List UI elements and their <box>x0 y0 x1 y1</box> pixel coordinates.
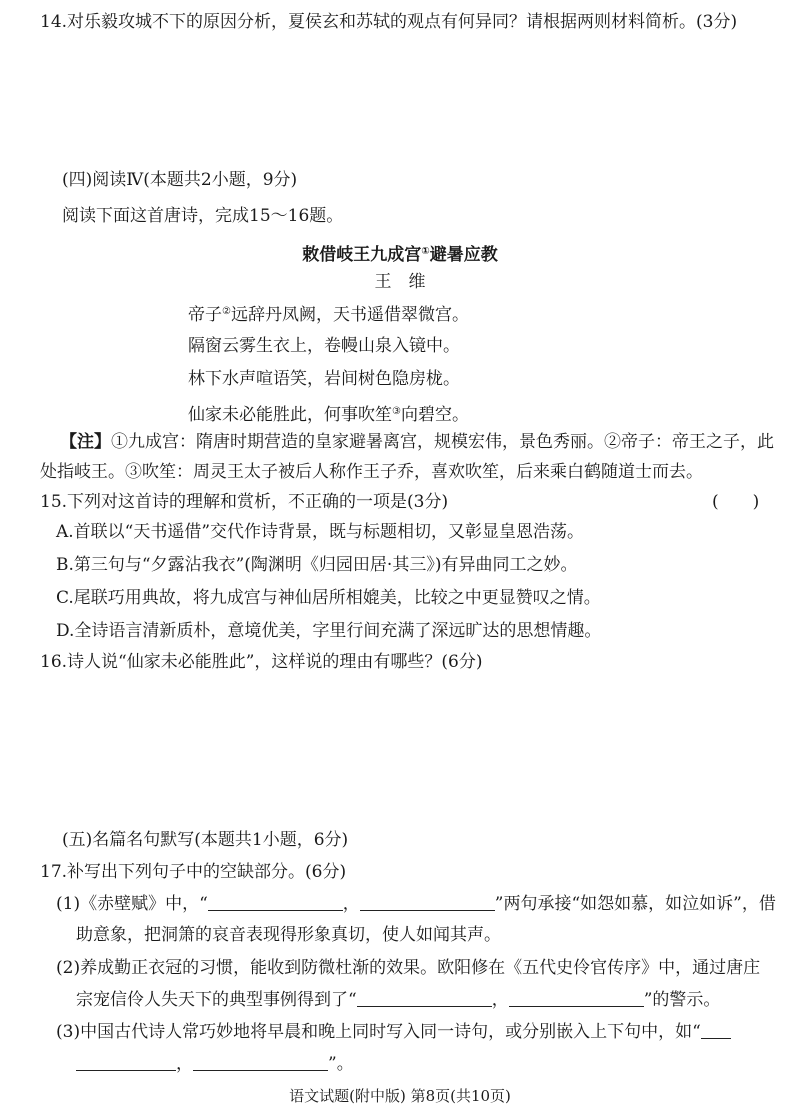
poem-note-cont: 处指岐王。③吹笙：周灵王太子被后人称作王子乔，喜欢吹笙，后来乘白鹤随道士而去。 <box>40 462 703 482</box>
poem-author: 王 维 <box>374 272 426 292</box>
poem-note: 【注】①九成宫：隋唐时期营造的皇家避暑离宫，规模宏伟，景色秀丽。②帝子：帝王之子，此 <box>60 432 774 452</box>
option-c: C.尾联巧用典故，将九成宫与神仙居所相媲美，比较之中更显赞叹之情。 <box>56 588 601 608</box>
q17-item-2: (2)养成勤正衣冠的习惯，能收到防微杜渐的效果。欧阳修在《五代史伶官传序》中，通过唐庄 <box>56 958 761 978</box>
option-b: B.第三句与“夕露沾我衣”(陶渊明《归园田居·其三》)有异曲同工之妙。 <box>56 555 578 575</box>
question-17-stem: 17.补写出下列句子中的空缺部分。(6分) <box>40 862 347 882</box>
poem-title: 敕借岐王九成宫①避暑应教 <box>302 245 498 265</box>
q17-item-3: (3)中国古代诗人常巧妙地将早晨和晚上同时写入同一诗句，或分别嵌入上下句中，如“ <box>56 1020 731 1044</box>
q17-item-1: (1)《赤壁赋》中，“ ， ”两句承接“如怨如慕，如泣如诉”，借 <box>56 894 776 914</box>
option-d: D.全诗语言清新质朴，意境优美，字里行间充满了深远旷达的思想情趣。 <box>56 621 602 641</box>
poem-line: 帝子②远辞丹凤阙，天书遥借翠微宫。 <box>188 305 469 325</box>
note-label: 【注】 <box>60 432 111 452</box>
answer-blank[interactable] <box>360 894 495 911</box>
section-4-instruction: 阅读下面这首唐诗，完成15～16题。 <box>62 206 344 226</box>
answer-blank[interactable] <box>208 894 343 911</box>
answer-blank[interactable] <box>76 1054 176 1071</box>
answer-blank[interactable] <box>193 1054 328 1071</box>
q17-item-1-cont: 助意象，把洞箫的哀音表现得形象真切，使人如闻其声。 <box>76 925 501 945</box>
answer-blank[interactable] <box>509 990 644 1007</box>
answer-blank[interactable] <box>357 990 492 1007</box>
poem-line: 林下水声喧语笑，岩间树色隐房栊。 <box>188 369 460 389</box>
answer-blank[interactable] <box>701 1022 731 1039</box>
section-4-heading: (四)阅读Ⅳ(本题共2小题，9分) <box>62 170 298 190</box>
page-footer: 语文试题(附中版) 第8页(共10页) <box>289 1087 511 1105</box>
poem-line: 隔窗云雾生衣上，卷幔山泉入镜中。 <box>188 336 460 356</box>
question-15-stem: 15.下列对这首诗的理解和赏析，不正确的一项是(3分) <box>40 492 449 512</box>
option-a: A.首联以“天书遥借”交代作诗背景，既与标题相切，又彰显皇恩浩荡。 <box>56 522 585 542</box>
poem-line: 仙家未必能胜此，何事吹笙③向碧空。 <box>188 405 469 425</box>
section-5-heading: (五)名篇名句默写(本题共1小题，6分) <box>62 830 349 850</box>
q17-item-3-cont: ， ”。 <box>76 1052 354 1076</box>
question-14: 14.对乐毅攻城不下的原因分析，夏侯玄和苏轼的观点有何异同？请根据两则材料简析。(3分) <box>40 12 738 32</box>
answer-bracket[interactable]: ( ) <box>712 492 760 512</box>
q17-item-2-cont: 宗宠信伶人失天下的典型事例得到了“ ， ”的警示。 <box>76 990 721 1010</box>
question-16: 16.诗人说“仙家未必能胜此”，这样说的理由有哪些？(6分) <box>40 652 483 672</box>
